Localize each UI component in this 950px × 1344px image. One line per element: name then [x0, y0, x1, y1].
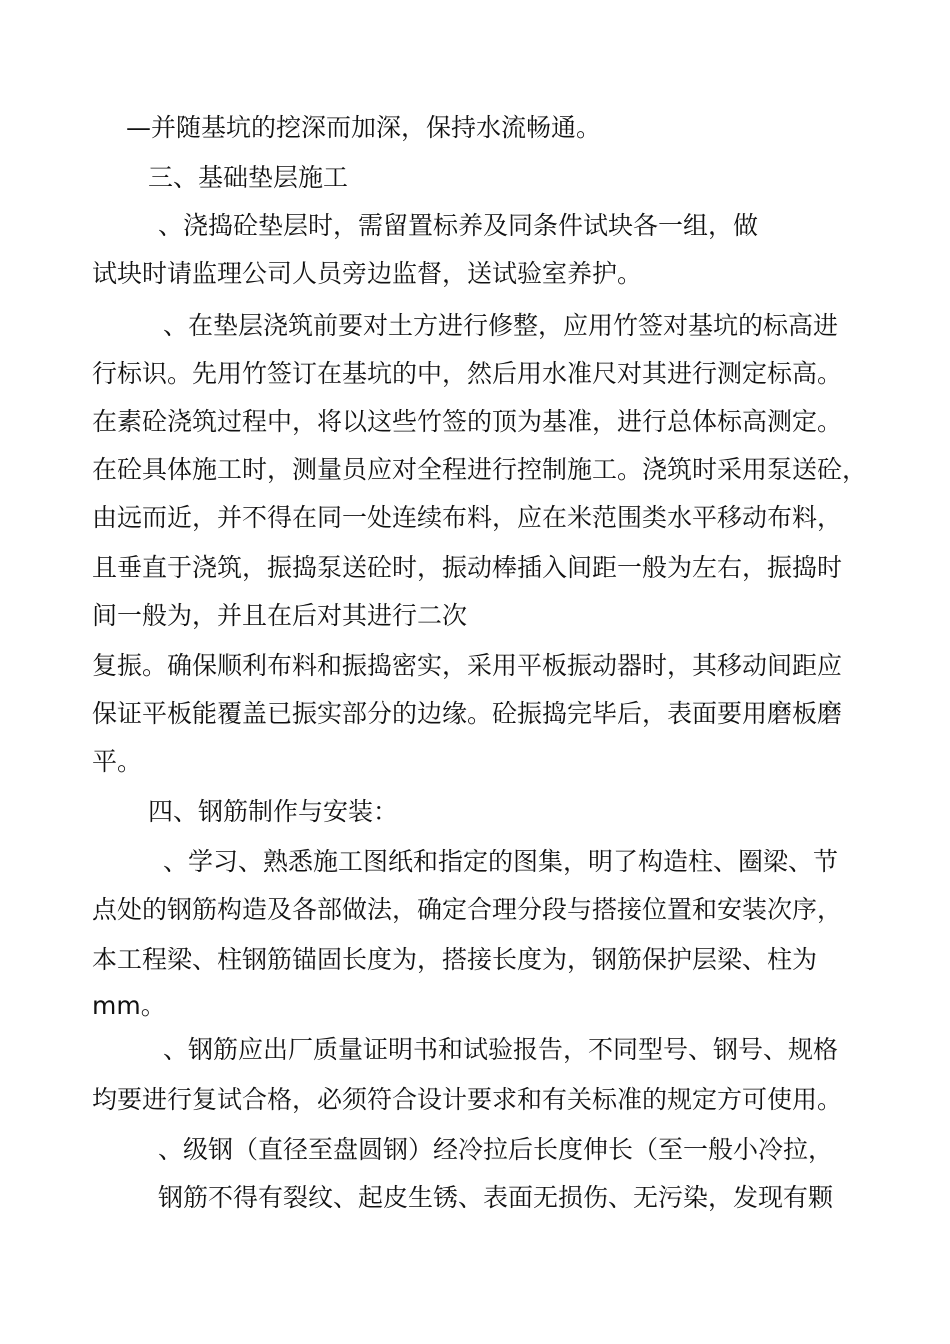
text-line-16: 、学习、熟悉施工图纸和指定的图集，明了构造柱、圈梁、节 — [163, 847, 839, 876]
text-line-22: 、级钢（直径至盘圆钢）经冷拉后长度伸长（至一般小冷拉， — [158, 1135, 834, 1164]
text-line-10: 且垂直于浇筑，振捣泵送砼时，振动棒插入间距一般为左右，振捣时 — [92, 553, 843, 582]
text-line-8: 在砼具体施工时，测量员应对全程进行控制施工。浇筑时采用泵送砼， — [92, 455, 868, 484]
section-heading-3: 三、基础垫层施工 — [148, 163, 349, 192]
text-line-9: 由远而近，并不得在同一处连续布料，应在米范围类水平移动布料， — [92, 503, 843, 532]
text-line-4: 试块时请监理公司人员旁边监督，送试验室养护。 — [92, 259, 643, 288]
text-line-13: 保证平板能覆盖已振实部分的边缘。砼振捣完毕后，表面要用磨板磨 — [92, 699, 843, 728]
text-line-23: 钢筋不得有裂纹、起皮生锈、表面无损伤、无污染，发现有颗 — [158, 1183, 834, 1212]
text-line-1: —并随基坑的挖深而加深，保持水流畅通。 — [126, 113, 602, 142]
section-heading-4: 四、钢筋制作与安装： — [148, 797, 399, 826]
text-line-19: mm。 — [92, 991, 166, 1020]
text-line-5: 、在垫层浇筑前要对土方进行修整，应用竹签对基坑的标高进 — [163, 311, 839, 340]
text-line-7: 在素砼浇筑过程中，将以这些竹签的顶为基准，进行总体标高测定。 — [92, 407, 843, 436]
text-line-3: 、浇捣砼垫层时，需留置标养及同条件试块各一组，做 — [158, 211, 759, 240]
text-line-11: 间一般为，并且在后对其进行二次 — [92, 601, 468, 630]
text-line-20: 、钢筋应出厂质量证明书和试验报告，不同型号、钢号、规格 — [163, 1035, 839, 1064]
text-line-6: 行标识。先用竹签订在基坑的中，然后用水准尺对其进行测定标高。 — [92, 359, 843, 388]
text-line-21: 均要进行复试合格，必须符合设计要求和有关标准的规定方可使用。 — [92, 1085, 843, 1114]
text-line-18: 本工程梁、柱钢筋锚固长度为，搭接长度为，钢筋保护层梁、柱为 — [92, 945, 818, 974]
text-line-17: 点处的钢筋构造及各部做法，确定合理分段与搭接位置和安装次序， — [92, 895, 843, 924]
text-line-14: 平。 — [92, 747, 143, 776]
text-line-12: 复振。确保顺利布料和振捣密实，采用平板振动器时，其移动间距应 — [92, 651, 843, 680]
